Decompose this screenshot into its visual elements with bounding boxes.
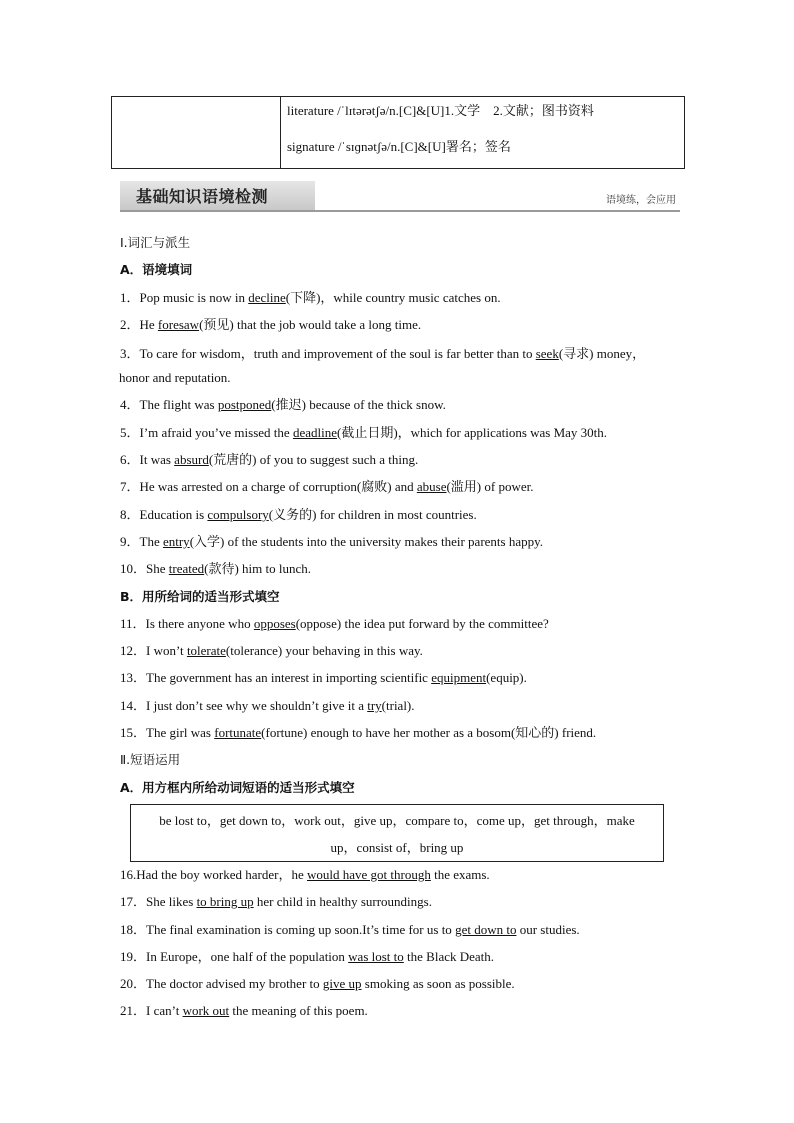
answer: compulsory bbox=[207, 506, 269, 522]
exercise-item: 2．He foresaw(预见) that the job would take a long time. bbox=[120, 316, 422, 332]
exercise-item: 16.Had the boy worked harder，he would have got through the exams. bbox=[120, 866, 490, 882]
answer: was lost to bbox=[348, 948, 404, 964]
table-empty-cell bbox=[112, 97, 281, 168]
answer: give up bbox=[322, 976, 362, 992]
phrase-box bbox=[130, 804, 664, 862]
exercise-item: 10．She treated(款待) him to lunch. bbox=[120, 561, 312, 577]
answer: try bbox=[367, 697, 382, 713]
vocabulary-table bbox=[111, 96, 685, 169]
answer: postponed bbox=[217, 397, 272, 413]
banner-tag: 语境练，会应用 bbox=[606, 195, 676, 206]
answer: abuse bbox=[416, 479, 447, 495]
section-banner bbox=[120, 179, 680, 212]
answer: get down to bbox=[455, 921, 517, 937]
section-1a-heading: A．语境填词 bbox=[120, 262, 193, 278]
answer: to bring up bbox=[196, 894, 254, 910]
section-2a-heading: A．用方框内所给动词短语的适当形式填空 bbox=[120, 779, 355, 795]
answer: opposes bbox=[253, 615, 296, 631]
exercise-item: 20．The doctor advised my brother to give up smoking as soon as possible. bbox=[120, 976, 515, 992]
exercise-item: 6．It was absurd(荒唐的) of you to suggest such a thing. bbox=[120, 452, 419, 468]
exercise-item: 4．The flight was postponed(推迟) because of the thick snow. bbox=[120, 397, 446, 413]
exercise-item: 18．The final examination is coming up soon.It’s time for us to get down to our studies. bbox=[120, 921, 580, 937]
answer: decline bbox=[248, 289, 286, 305]
exercise-item: 21．I can’t work out the meaning of this poem. bbox=[120, 1003, 368, 1019]
answer: treated bbox=[168, 561, 205, 577]
exercise-item: 12．I won’t tolerate(tolerance) your behaving in this way. bbox=[120, 643, 423, 659]
table-definitions-cell bbox=[281, 97, 684, 168]
answer: work out bbox=[182, 1003, 230, 1019]
exercise-item: 11．Is there anyone who opposes(oppose) the idea put forward by the committee? bbox=[120, 615, 549, 631]
section-1b-heading: B．用所给词的适当形式填空 bbox=[120, 588, 280, 604]
answer: absurd bbox=[174, 452, 209, 468]
exercise-item: 13．The government has an interest in importing scientific equipment(equip). bbox=[120, 670, 527, 686]
exercise-item: 1．Pop music is now in decline(下降)，while country music catches on. bbox=[120, 289, 501, 305]
exercise-item: 7．He was arrested on a charge of corruption(腐败) and abuse(滥用) of power. bbox=[120, 479, 534, 495]
exercise-item: 8．Education is compulsory(义务的) for children in most countries. bbox=[120, 506, 477, 522]
answer: foresaw bbox=[157, 316, 200, 332]
answer: tolerate bbox=[186, 643, 226, 659]
definition-literature: literature /ˈlɪtərətʃə/n.[C]&[U]1.文学 2.文献；图书资料 bbox=[287, 103, 594, 118]
exercise-item: 9．The entry(入学) of the students into the university makes their parents happy. bbox=[120, 533, 544, 549]
section-1-heading: Ⅰ.词汇与派生 bbox=[120, 235, 191, 250]
exercise-item-continuation: honor and reputation. bbox=[119, 370, 231, 386]
section-2-heading: Ⅱ.短语运用 bbox=[120, 752, 181, 768]
answer: equipment bbox=[431, 670, 487, 686]
exercise-item: 5．I’m afraid you’ve missed the deadline(截止日期)，which for applications was May 30th. bbox=[120, 424, 608, 440]
exercise-item: 17．She likes to bring up her child in healthy surroundings. bbox=[120, 894, 432, 910]
exercise-item: 15．The girl was fortunate(fortune) enough to have her mother as a bosom(知心的) friend. bbox=[120, 725, 597, 741]
answer: would have got through bbox=[307, 866, 431, 882]
answer: entry bbox=[162, 533, 190, 549]
exercise-item: 3．To care for wisdom，truth and improvement of the soul is far better than to seek(寻求) money， bbox=[120, 346, 646, 362]
exercise-item: 19．In Europe，one half of the population was lost to the Black Death. bbox=[120, 948, 495, 964]
exercise-content bbox=[120, 232, 685, 1028]
answer: deadline bbox=[292, 424, 337, 440]
answer: fortunate bbox=[214, 725, 262, 741]
phrase-box-line-1: be lost to，get down to，work out，give up，compare to，come up，get through，make bbox=[159, 812, 635, 828]
phrase-box-line-2: up，consist of，bring up bbox=[330, 839, 464, 855]
definition-signature: signature /ˈsɪɡnətʃə/n.[C]&[U]署名；签名 bbox=[287, 139, 511, 154]
exercise-item: 14．I just don’t see why we shouldn’t give it a try(trial). bbox=[120, 697, 415, 713]
answer: seek bbox=[535, 346, 559, 362]
banner-rule bbox=[120, 210, 680, 212]
banner-title: 基础知识语境检测 bbox=[136, 187, 269, 206]
